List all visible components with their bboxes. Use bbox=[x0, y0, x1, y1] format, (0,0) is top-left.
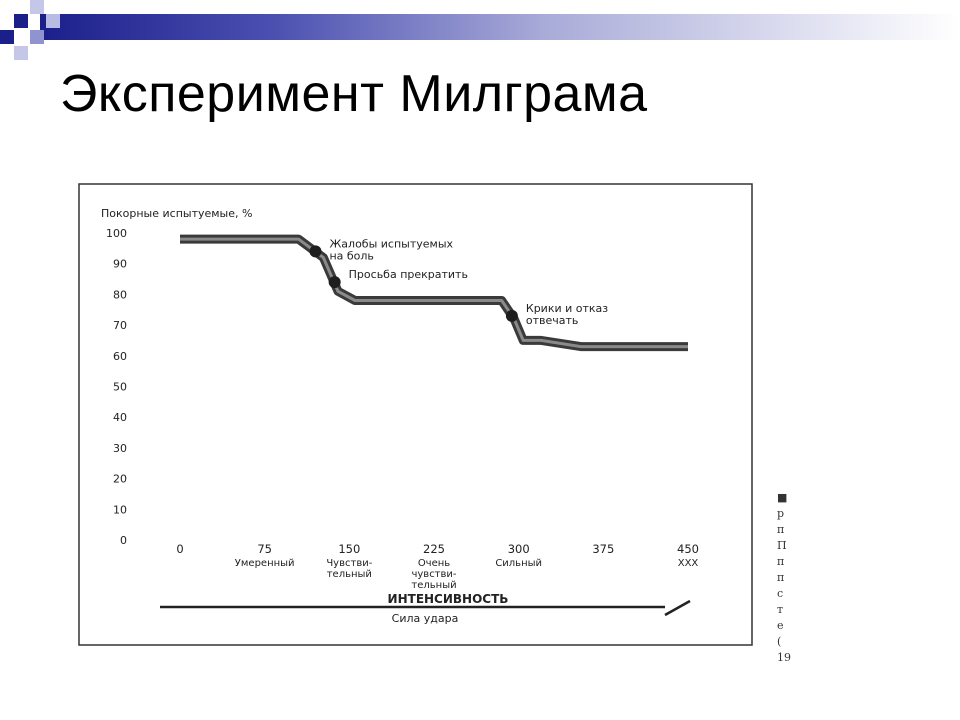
x-tick-label: 450 bbox=[677, 542, 699, 556]
side-fragment-line: р bbox=[777, 507, 785, 520]
side-fragment-line: т bbox=[777, 603, 784, 616]
annotation-marker bbox=[329, 276, 341, 288]
y-tick-label: 40 bbox=[113, 411, 127, 425]
side-fragment-line: п bbox=[777, 555, 785, 568]
y-tick-label: 80 bbox=[113, 288, 127, 302]
annotation-text: Жалобы испытуемых bbox=[329, 237, 454, 251]
x-tick-sublabel: XXX bbox=[677, 558, 699, 569]
annotation-marker bbox=[309, 245, 321, 257]
y-tick-label: 90 bbox=[113, 257, 127, 271]
x-tick-sublabel: Умеренный bbox=[234, 558, 295, 569]
x-tick-sublabel: Сильный bbox=[495, 558, 543, 569]
x-axis-sublabel: Сила удара bbox=[391, 612, 459, 625]
y-tick-label: 60 bbox=[113, 349, 127, 363]
annotation-marker bbox=[506, 310, 518, 322]
x-tick-label: 225 bbox=[423, 542, 445, 556]
y-tick-label: 50 bbox=[113, 380, 127, 394]
x-tick-sublabel: тельный bbox=[326, 569, 372, 580]
y-tick-label: 10 bbox=[113, 503, 127, 517]
annotation-text: на боль bbox=[329, 249, 374, 263]
x-tick-label: 375 bbox=[592, 542, 615, 556]
annotation-text: Крики и отказ bbox=[525, 301, 609, 315]
x-tick-sublabel: Чувстви- bbox=[326, 558, 373, 569]
annotation-text: Просьба прекратить bbox=[348, 268, 468, 282]
y-tick-label: 100 bbox=[106, 227, 127, 240]
side-fragment-line: с bbox=[777, 587, 784, 600]
x-tick-sublabel: чувстви- bbox=[411, 569, 457, 580]
x-tick-sublabel: тельный bbox=[411, 580, 457, 591]
y-tick-label: 70 bbox=[113, 319, 127, 333]
side-fragment-line: ( bbox=[777, 635, 782, 648]
side-fragment-line: ■ bbox=[777, 491, 788, 504]
x-tick-label: 75 bbox=[257, 542, 272, 556]
cropped-side-text bbox=[777, 490, 803, 666]
annotation-text: отвечать bbox=[525, 313, 579, 327]
y-tick-label: 0 bbox=[120, 534, 127, 547]
side-fragment-line: e bbox=[777, 619, 784, 632]
y-tick-label: 20 bbox=[113, 472, 127, 486]
x-tick-label: 300 bbox=[507, 542, 530, 556]
side-fragment-line: 19 bbox=[777, 651, 791, 664]
x-tick-label: 150 bbox=[338, 542, 361, 556]
side-fragment-line: п bbox=[777, 571, 785, 584]
side-fragment-line: п bbox=[777, 523, 785, 536]
side-fragment-line: П bbox=[777, 539, 787, 552]
y-axis-label: Покорные испытуемые, % bbox=[101, 207, 253, 220]
x-tick-sublabel: Очень bbox=[417, 558, 451, 569]
y-tick-label: 30 bbox=[113, 441, 127, 455]
x-tick-label: 0 bbox=[176, 542, 184, 556]
x-axis-label: ИНТЕНСИВНОСТЬ bbox=[387, 592, 509, 606]
slide-title: Эксперимент Милграма bbox=[60, 65, 648, 123]
